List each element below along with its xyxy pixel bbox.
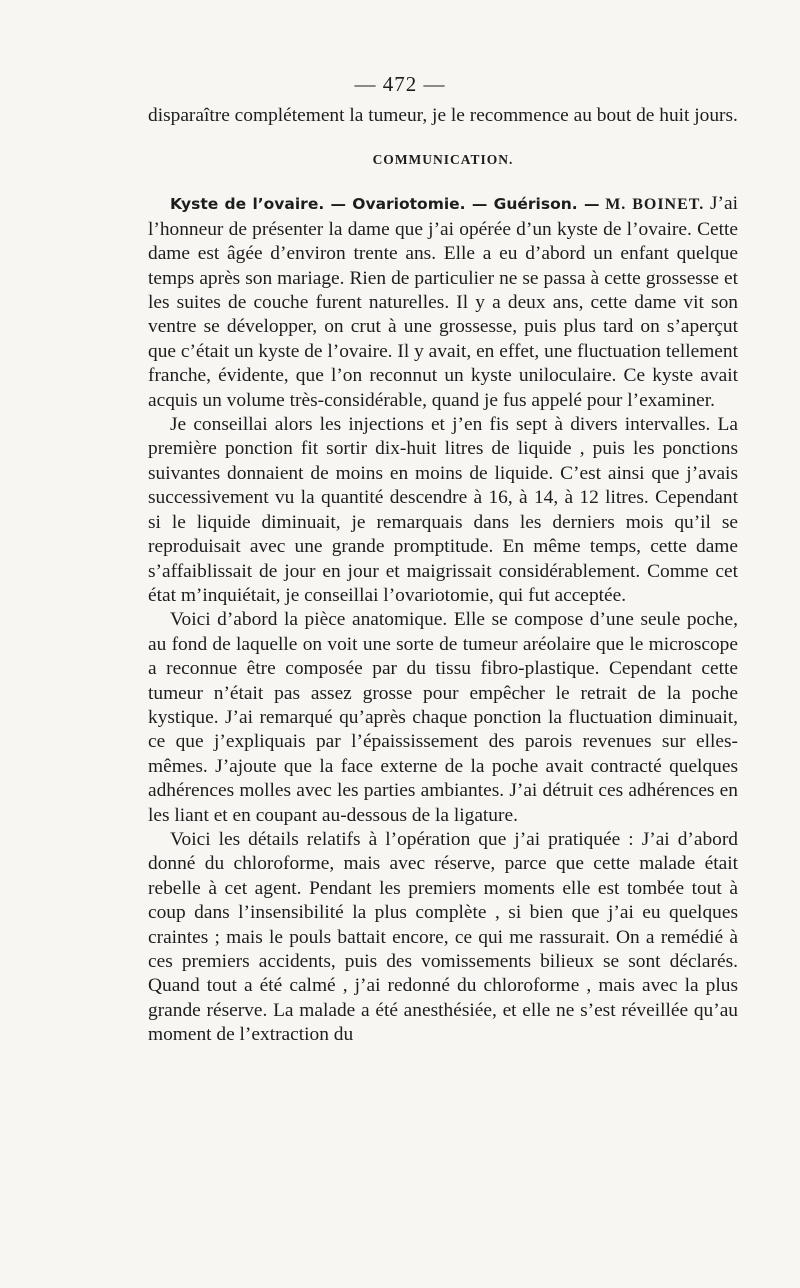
communication-paragraph [148, 192, 738, 413]
section-heading: COMMUNICATION. [372, 152, 514, 168]
communication-author: M. BOINET. [605, 196, 705, 214]
paragraph-continued: disparaître complétement la tumeur, je le recommence au bout de huit jours. [148, 105, 738, 126]
paragraph: Je conseillai alors les injections et j’en fis sept à divers intervalles. La première ponction fit sortir dix-huit litres de liquide , puis les ponctions suivantes donnaient de moins en moins de liquide. C’est ainsi que j’avais successivement vu la quantité descendre à 16, à 14, à 12 litres. Cependant si le liquide diminuait, je remarquais dans les derniers mois qu’il se reproduisait avec une grande promptitude. En même temps, cette dame s’affaiblissait de jour en jour et maigrissait considérablement. Comme cet état m’inquiétait, je conseillai l’ovariotomie, qui fut acceptée. [148, 414, 738, 606]
communication-title: Kyste de l’ovaire. — Ovariotomie. — Guérison. — [170, 195, 600, 214]
body-text [148, 104, 738, 1048]
page-number: — 472 — [354, 72, 446, 96]
paragraph: Voici les détails relatifs à l’opération que j’ai pratiquée : J’ai d’abord donné du chloroforme, mais avec réserve, parce que cette malade était rebelle à cet agent. Pendant les premiers moments elle est tombée tout à coup dans l’insensibilité la plus complète , si bien que j’ai eu quelques craintes ; mais le pouls battait encore, ce qui me rassurait. On a remédié à ces premiers accidents, puis des vomissements bilieux se sont déclarés. Quand tout a été calmé , j’ai redonné du chloroforme , mais avec la plus grande réserve. La malade a été anesthésiée, et elle ne s’est réveillée qu’au moment de l’extraction du [148, 828, 738, 1046]
paragraph: Voici d’abord la pièce anatomique. Elle se compose d’une seule poche, au fond de laquelle on voit une sorte de tumeur aréolaire que le microscope a reconnue être composée par du tissu fibro-plastique. Cependant cette tumeur n’était pas assez grosse pour empêcher le retrait de la poche kystique. J’ai remarqué qu’après chaque ponction la fluctuation diminuait, ce que j’expliquais par l’épaississement des parois revenues sur elles-mêmes. J’ajoute que la face externe de la poche avait contracté quelques adhérences molles avec les parties ambiantes. J’ai détruit ces adhérences en les liant et en coupant au-dessous de la ligature. [148, 609, 738, 826]
communication-text: J’ai l’honneur de présenter la dame que j’ai opérée d’un kyste de l’ovaire. Cette dame est âgée d’environ trente ans. Elle a eu d’abord un enfant quelque temps après son mariage. Rien de particulier ne se passa à cette grossesse et les suites de couche furent naturelles. Il y a deux ans, cette dame vit son ventre se développer, on crut à une grossesse, puis plus tard on s’aperçut que c’était un kyste de l’ovaire. Il y avait, en effet, une fluctuation tellement franche, évidente, que l’on reconnut un kyste uniloculaire. Ce kyste avait acquis un volume très-considérable, quand je fus appelé pour l’examiner. [148, 193, 738, 411]
